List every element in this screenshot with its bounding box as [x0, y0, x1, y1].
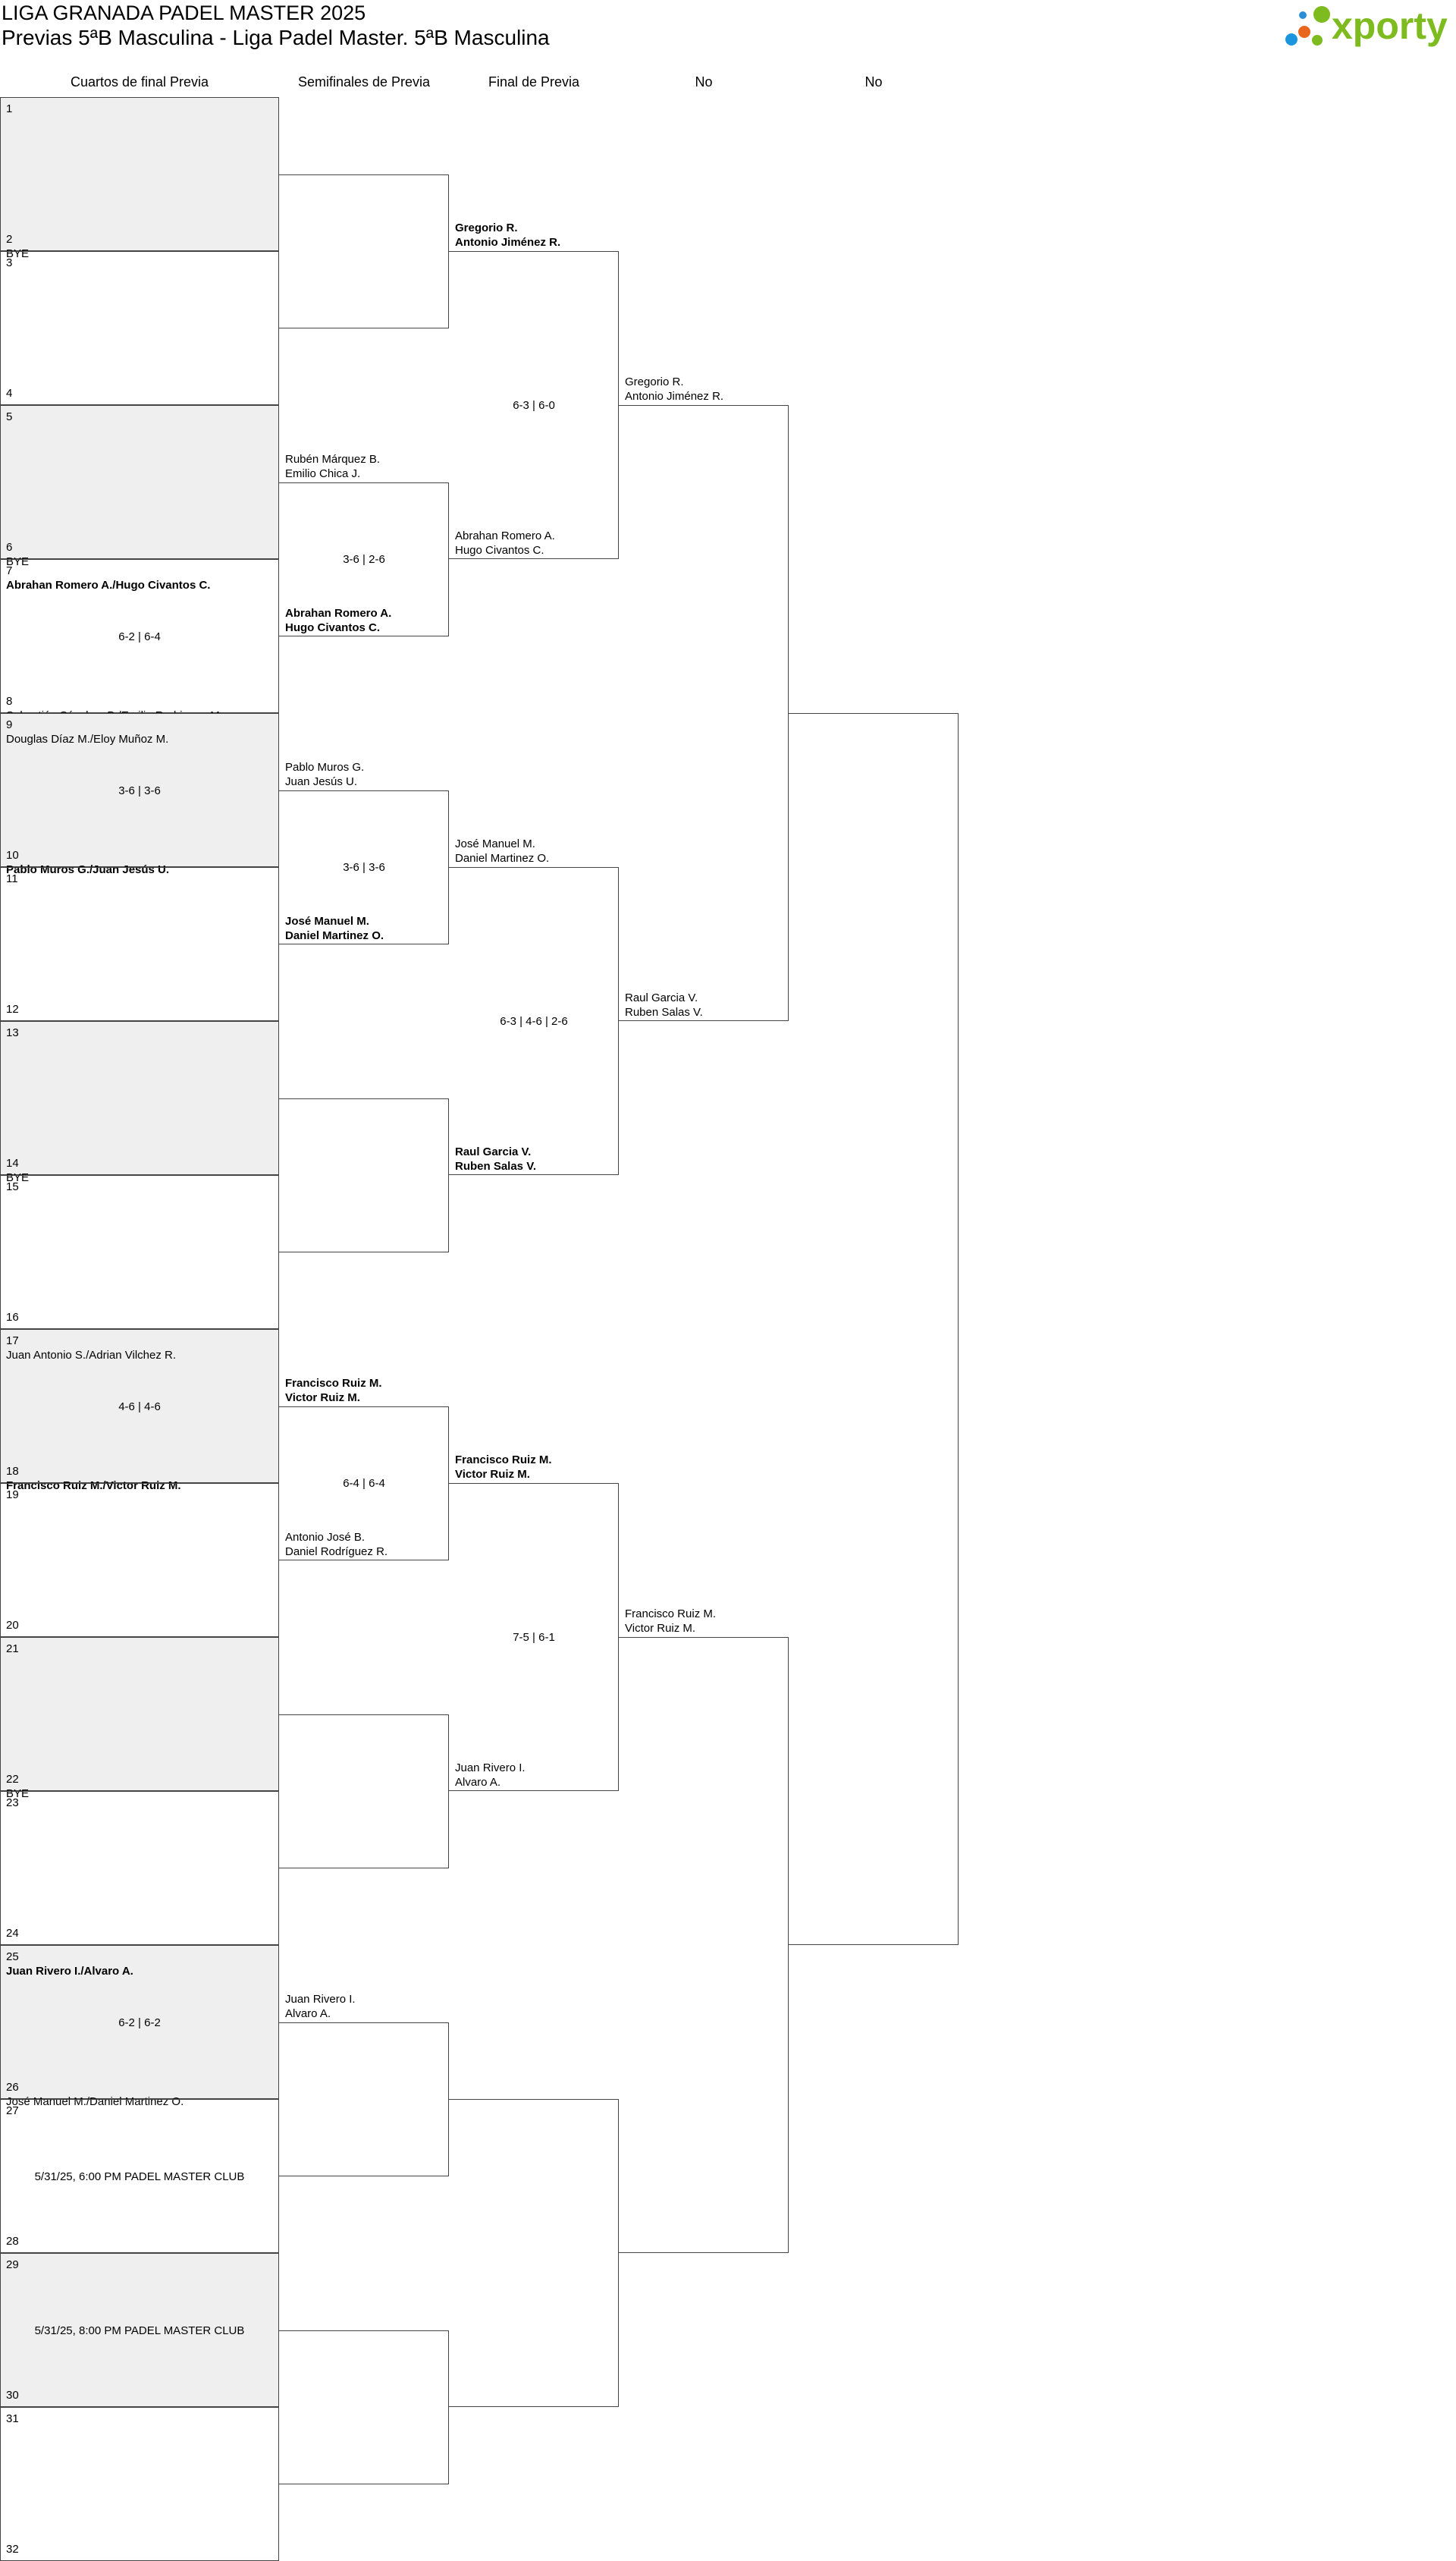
match-box: [0, 1483, 279, 1637]
seed-number: 16: [6, 1311, 19, 1324]
seed-number: 25: [6, 1950, 19, 1963]
logo-dot-orange: [1298, 26, 1310, 38]
match-box: [0, 251, 279, 405]
seed-number: 2: [6, 233, 13, 246]
team-entry[interactable]: José Manuel M. Daniel Martinez O.: [455, 837, 550, 865]
seed-number: 23: [6, 1796, 19, 1809]
seed-number: 21: [6, 1642, 19, 1655]
seed-number: 11: [6, 872, 18, 885]
team-entry[interactable]: Francisco Ruiz M. Victor Ruiz M.: [285, 1376, 382, 1404]
seed-row[interactable]: [6, 1642, 25, 1656]
match-score: 6-3 | 6-0: [513, 399, 555, 412]
seed-row[interactable]: [6, 1002, 25, 1017]
bracket-connector: [789, 713, 959, 1945]
team-name: José Manuel M./Daniel Martinez O.: [6, 2095, 184, 2108]
logo-wordmark: xporty: [1332, 5, 1448, 47]
bracket-connector: [279, 1098, 449, 1252]
match-score: 3-6 | 3-6: [118, 784, 161, 797]
seed-number: 18: [6, 1465, 19, 1478]
column-header-quarterfinals: Cuartos de final Previa: [70, 74, 209, 90]
seed-number: 31: [6, 2412, 19, 2425]
logo-dot-blue: [1299, 11, 1307, 19]
seed-number: 20: [6, 1619, 19, 1632]
seed-number: 10: [6, 849, 19, 862]
team-entry[interactable]: Pablo Muros G. Juan Jesús U.: [285, 760, 365, 788]
seed-row[interactable]: [6, 564, 210, 592]
seed-number: 29: [6, 2258, 19, 2271]
seed-number: 13: [6, 1026, 19, 1039]
seed-number: 3: [6, 256, 13, 269]
seed-number: 30: [6, 2389, 19, 2402]
bracket-connector: [279, 2022, 449, 2176]
seed-row[interactable]: [6, 1310, 25, 1324]
column-header-round-4: No: [695, 74, 713, 90]
seed-row[interactable]: [6, 256, 18, 270]
team-entry[interactable]: Antonio José B. Daniel Rodríguez R.: [285, 1530, 388, 1558]
match-schedule: 5/31/25, 6:00 PM PADEL MASTER CLUB: [34, 2170, 245, 2183]
seed-row[interactable]: [6, 2104, 25, 2118]
seed-number: 22: [6, 1773, 19, 1786]
seed-number: 26: [6, 2081, 19, 2094]
seed-number: 6: [6, 541, 13, 554]
team-entry[interactable]: Raul Garcia V. Ruben Salas V.: [455, 1145, 536, 1173]
seed-row[interactable]: [6, 1950, 133, 1978]
team-name: BYE: [6, 247, 30, 260]
seed-number: 7: [6, 564, 13, 577]
team-name: Juan Antonio S./Adrian Vilchez R.: [6, 1349, 177, 1362]
seed-row[interactable]: [6, 2234, 25, 2248]
match-score: 3-6 | 2-6: [343, 553, 385, 566]
bracket-connector: [619, 1637, 789, 2253]
seed-number: 4: [6, 387, 13, 400]
match-score: 6-3 | 4-6 | 2-6: [500, 1015, 568, 1028]
seed-row[interactable]: [6, 1180, 25, 1194]
seed-number: 17: [6, 1334, 19, 1347]
seed-row[interactable]: [6, 2542, 25, 2556]
match-box: [0, 1021, 279, 1175]
logo-dot-green-2: [1312, 35, 1323, 46]
match-score: 4-6 | 4-6: [118, 1400, 161, 1413]
seed-row[interactable]: [6, 2258, 25, 2272]
match-score: 6-2 | 6-2: [118, 2016, 161, 2029]
match-score: 7-5 | 6-1: [513, 1631, 555, 1644]
match-box: [0, 867, 279, 1021]
seed-number: 32: [6, 2543, 19, 2556]
logo-dot-green: [1313, 6, 1330, 23]
column-header-final: Final de Previa: [488, 74, 580, 90]
team-entry[interactable]: José Manuel M. Daniel Martinez O.: [285, 914, 384, 942]
seed-row[interactable]: [6, 872, 24, 886]
match-box: [0, 405, 279, 559]
xporty-logo: [1280, 3, 1456, 52]
team-entry[interactable]: Abrahan Romero A. Hugo Civantos C.: [455, 529, 555, 557]
seed-row[interactable]: [6, 1926, 25, 1940]
seed-number: 15: [6, 1180, 19, 1193]
match-box: [0, 1791, 279, 1945]
team-entry[interactable]: Francisco Ruiz M. Victor Ruiz M.: [455, 1453, 552, 1481]
seed-number: 19: [6, 1488, 19, 1501]
seed-number: 27: [6, 2104, 19, 2117]
bracket-connector: [449, 2099, 619, 2407]
seed-row[interactable]: [6, 102, 18, 116]
seed-row[interactable]: [6, 386, 18, 401]
seed-row[interactable]: [6, 1488, 25, 1502]
seed-number: 1: [6, 102, 13, 115]
team-entry[interactable]: Gregorio R. Antonio Jiménez R.: [455, 222, 561, 249]
team-entry[interactable]: Abrahan Romero A. Hugo Civantos C.: [285, 606, 392, 634]
team-entry[interactable]: Gregorio R. Antonio Jiménez R.: [625, 376, 724, 403]
team-entry[interactable]: Raul Garcia V. Ruben Salas V.: [625, 991, 703, 1019]
seed-number: 5: [6, 410, 13, 423]
seed-number: 8: [6, 695, 13, 708]
match-score: 3-6 | 3-6: [343, 861, 385, 874]
seed-row[interactable]: [6, 1334, 176, 1362]
bracket-connector: [279, 1714, 449, 1868]
team-name: BYE: [6, 1171, 30, 1184]
seed-row[interactable]: [6, 2412, 25, 2426]
match-score: 6-4 | 6-4: [343, 1477, 385, 1490]
match-box: [0, 97, 279, 251]
bracket-connector: [279, 2330, 449, 2484]
page-subtitle: Previas 5ªB Masculina - Liga Padel Master. 5ªB Masculina: [2, 26, 550, 49]
page-title: LIGA GRANADA PADEL MASTER 2025: [2, 2, 366, 24]
team-name: Abrahan Romero A./Hugo Civantos C.: [6, 579, 211, 592]
seed-row[interactable]: [6, 718, 168, 746]
match-box: [0, 1637, 279, 1791]
team-name: Juan Rivero I./Alvaro A.: [6, 1965, 133, 1978]
seed-row[interactable]: [6, 1618, 25, 1632]
match-box: [0, 2407, 279, 2561]
seed-number: 28: [6, 2235, 19, 2248]
team-name: Francisco Ruiz M./Victor Ruiz M.: [6, 1479, 181, 1492]
column-header-semifinals: Semifinales de Previa: [297, 74, 431, 90]
seed-number: 12: [6, 1003, 19, 1016]
team-name: BYE: [6, 555, 30, 568]
logo-dot-blue-2: [1285, 33, 1298, 46]
seed-number: 14: [6, 1157, 19, 1170]
team-entry[interactable]: Juan Rivero I. Alvaro A.: [455, 1761, 526, 1789]
bracket-connector: [279, 174, 449, 328]
column-header-round-5: No: [864, 74, 883, 90]
seed-number: 24: [6, 1927, 19, 1940]
seed-row[interactable]: [6, 2388, 25, 2402]
team-name: Douglas Díaz M./Eloy Muñoz M.: [6, 733, 169, 746]
match-score: 6-2 | 6-4: [118, 630, 161, 643]
seed-row[interactable]: [6, 410, 18, 424]
seed-number: 9: [6, 718, 13, 731]
seed-row[interactable]: [6, 1026, 25, 1040]
team-entry[interactable]: Juan Rivero I. Alvaro A.: [285, 1992, 356, 2020]
bracket-connector: [619, 405, 789, 1021]
match-box: [0, 1175, 279, 1329]
team-entry[interactable]: Francisco Ruiz M. Victor Ruiz M.: [625, 1607, 717, 1635]
seed-row[interactable]: [6, 1796, 25, 1810]
team-entry[interactable]: Rubén Márquez B. Emilio Chica J.: [285, 452, 381, 480]
match-schedule: 5/31/25, 8:00 PM PADEL MASTER CLUB: [34, 2324, 245, 2337]
team-name: BYE: [6, 1787, 30, 1800]
team-name: Pablo Muros G./Juan Jesús U.: [6, 863, 170, 876]
